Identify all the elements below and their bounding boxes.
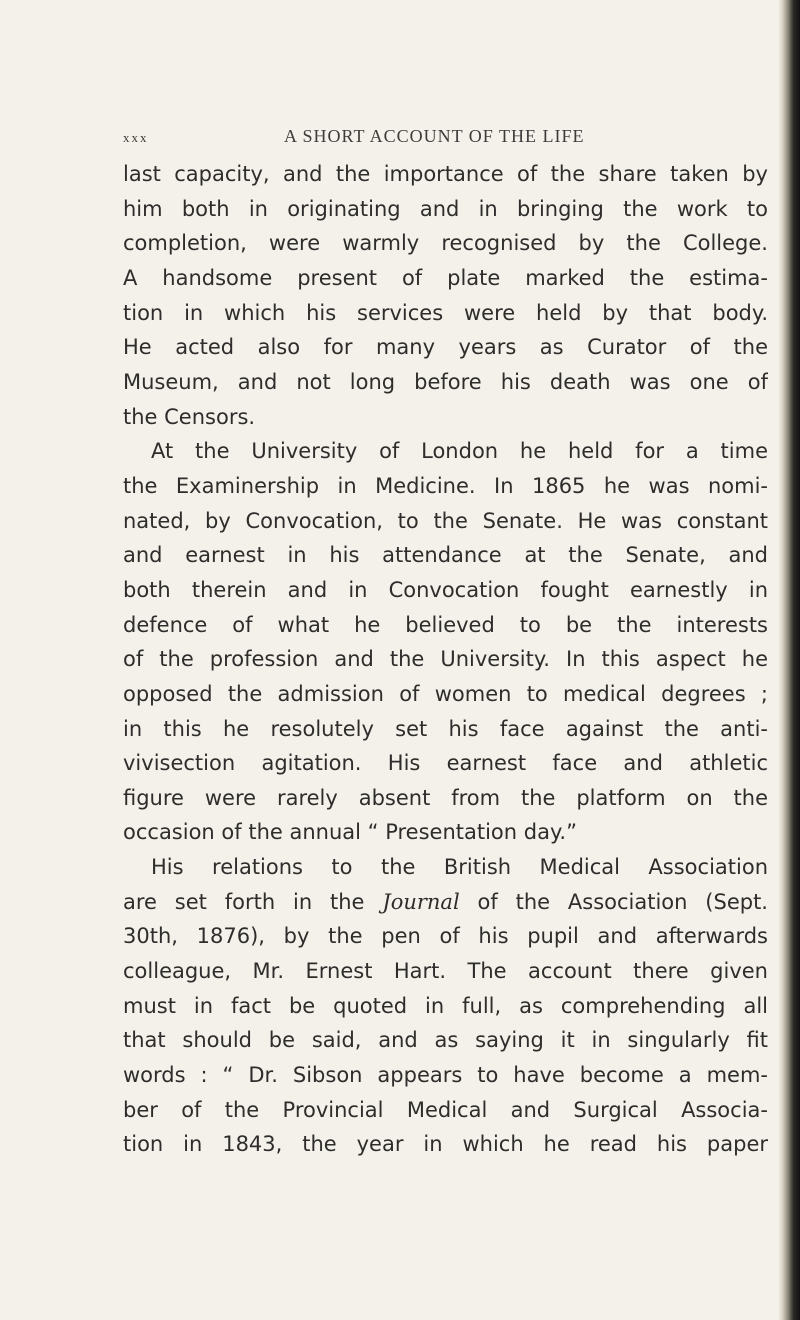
text-line: words : “ Dr. Sibson appears to have become a mem- [123,1063,768,1088]
text-line: figure were rarely absent from the platform on the [123,785,768,810]
text-line: completion, were warmly recognised by the College. [123,231,768,256]
running-header [123,126,763,152]
text-line: both therein and in Convocation fought earnestly in [123,577,768,602]
text-line [123,885,768,920]
text-line: the Censors. [123,404,256,429]
text-line: opposed the admission of women to medical degrees ; [123,681,768,706]
text-line: must in fact be quoted in full, as comprehending all [123,993,768,1018]
text-line: nated, by Convocation, to the Senate. He was constant [123,508,768,533]
text-line: colleague, Mr. Ernest Hart. The account there given [123,959,768,984]
text-line: in this he resolutely set his face against the anti- [123,716,768,741]
text-line: and earnest in his attendance at the Senate, and [123,543,768,568]
text-line: occasion of the annual “ Presentation day.” [123,820,577,845]
text-line: He acted also for many years as Curator of the [123,335,768,360]
text-line: last capacity, and the importance of the share taken by [123,162,768,186]
running-title: A SHORT ACCOUNT OF THE LIFE [284,126,585,146]
text-line: A handsome present of plate marked the estima- [123,265,768,290]
text-line: 30th, 1876), by the pen of his pupil and afterwards [123,924,768,949]
text-fragment: are set forth in the [123,889,383,914]
text-line: tion in 1843, the year in which he read his paper [123,1132,768,1157]
text-line: that should be said, and as saying it in singularly fit [123,1028,768,1053]
text-line: of the profession and the University. In this aspect he [123,647,768,672]
text-line: vivisection agitation. His earnest face and athletic [123,751,768,776]
text-line: defence of what he believed to be the interests [123,612,768,637]
body-text [123,157,768,1162]
journal-title: Journal [382,889,460,914]
paragraph-start-line: At the University of London he held for a time [151,439,768,464]
text-fragment: of the Association (Sept. [459,889,768,914]
text-line: him both in originating and in bringing the work to [123,196,768,221]
text-line: Museum, and not long before his death was one of [123,369,768,394]
book-spine-edge [778,0,800,1320]
paragraph-start-line: His relations to the British Medical Association [151,855,768,880]
text-line: ber of the Provincial Medical and Surgical Associa- [123,1097,768,1122]
page-number: xxx [123,130,149,145]
text-line: the Examinership in Medicine. In 1865 he was nomi- [123,473,768,498]
text-line: tion in which his services were held by that body. [123,300,768,325]
